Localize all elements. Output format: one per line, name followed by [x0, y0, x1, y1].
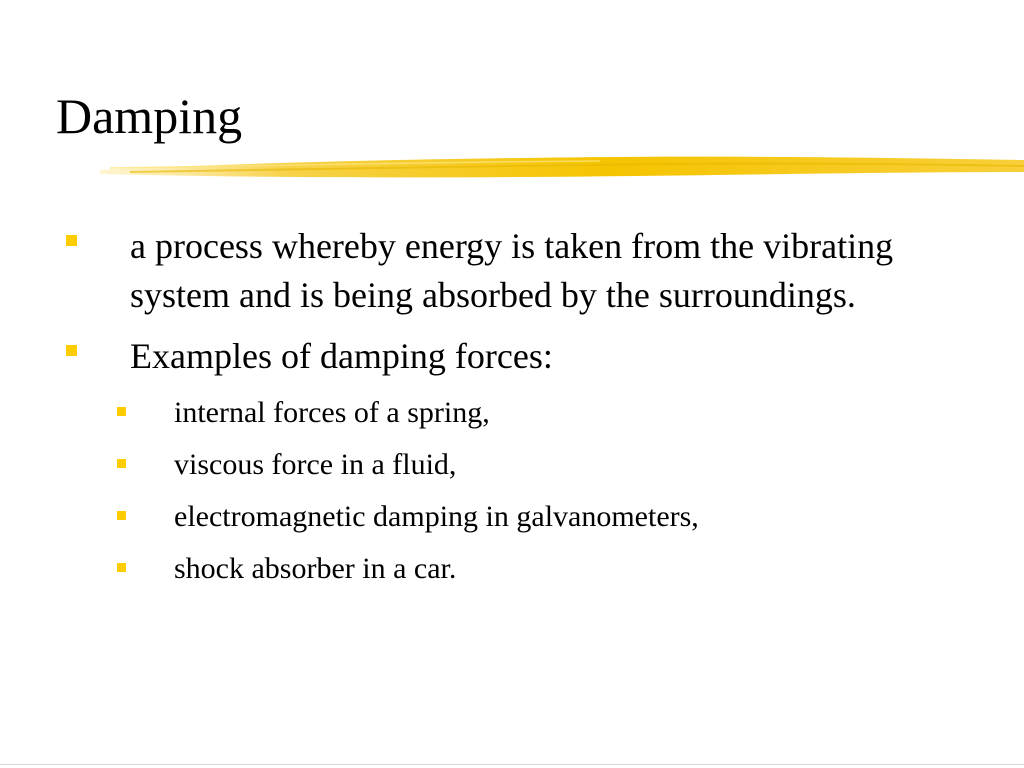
bullet-square-icon [66, 345, 77, 356]
bullet-square-icon [117, 563, 126, 572]
sub-bullet-text: viscous force in a fluid, [174, 448, 457, 481]
bullet-square-icon [117, 407, 126, 416]
bottom-divider [0, 764, 1024, 765]
sub-bullet-text: internal forces of a spring, [174, 396, 490, 429]
bullet-item [0, 332, 950, 381]
bullet-item [0, 222, 950, 320]
bullet-square-icon [117, 511, 126, 520]
sub-bullet-text: shock absorber in a car. [174, 552, 457, 585]
sub-bullet-item [0, 497, 954, 537]
bullet-square-icon [66, 235, 77, 246]
sub-bullet-item [0, 549, 954, 589]
sub-bullet-text: electromagnetic damping in galvanometers, [174, 500, 699, 533]
slide-title: Damping [56, 88, 243, 144]
bullet-list [0, 222, 1024, 601]
bullet-square-icon [117, 459, 126, 468]
sub-bullet-item [0, 393, 954, 433]
sub-bullet-item [0, 445, 954, 485]
title-underline-brushstroke [100, 150, 1024, 186]
bullet-text: a process whereby energy is taken from the vibrating system and is being absorbed by the surroundings. [130, 226, 894, 315]
bullet-text: Examples of damping forces: [130, 336, 553, 376]
